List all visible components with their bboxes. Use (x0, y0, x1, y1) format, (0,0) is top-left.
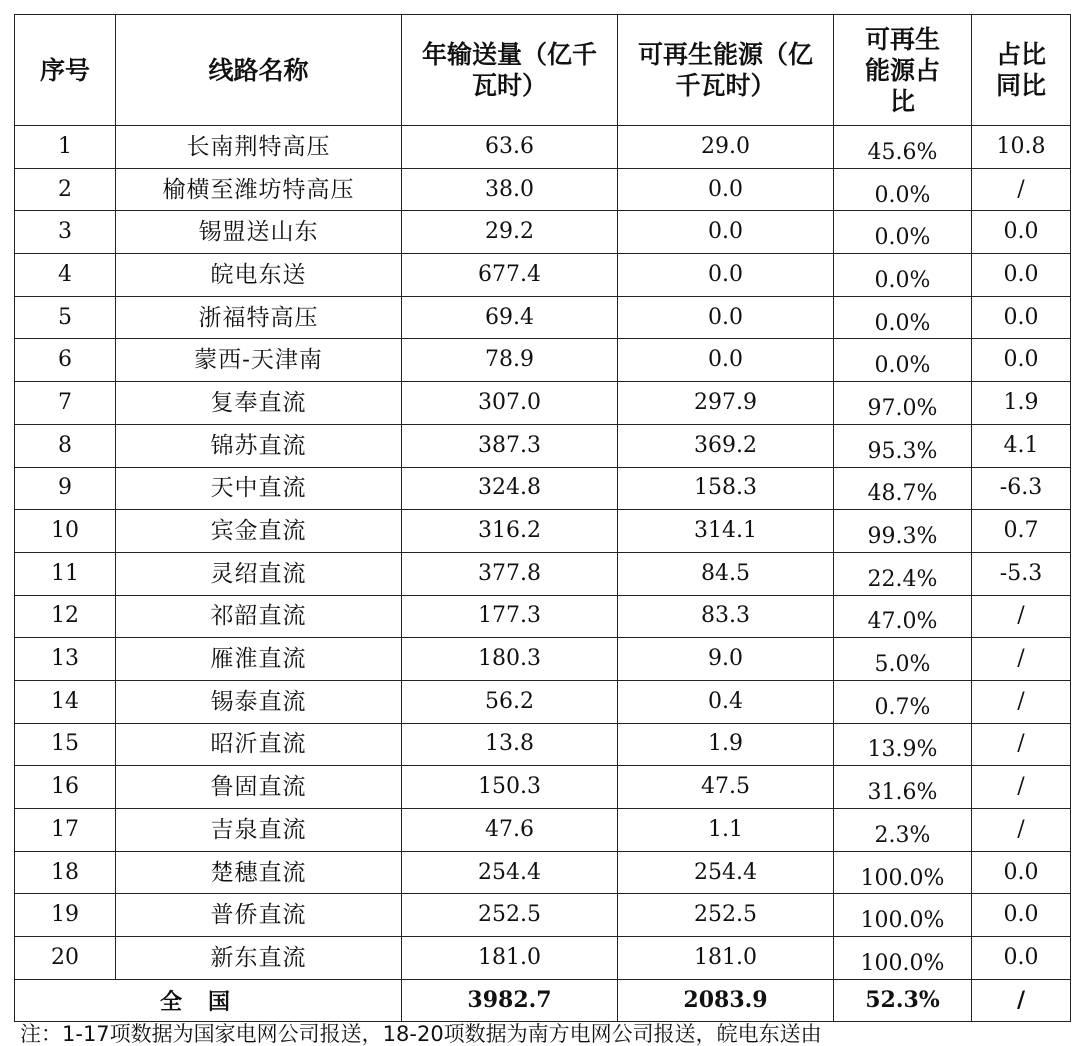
cell-line-name: 鲁固直流 (116, 766, 402, 809)
cell-ratio (834, 126, 972, 169)
cell-ratio (834, 296, 972, 339)
header-annual-transmission (402, 15, 618, 126)
cell-renewable: 0.0 (618, 254, 834, 297)
cell-index: 16 (15, 766, 116, 809)
table-row (15, 126, 1071, 169)
cell-ratio-text: 31.6% (867, 780, 938, 806)
table-row (15, 552, 1071, 595)
cell-renewable: 84.5 (618, 552, 834, 595)
cell-ratio-text: 0.0% (874, 353, 931, 379)
cell-index: 17 (15, 809, 116, 852)
header-annual-transmission-text: 年输送量（亿千瓦时） (421, 40, 597, 100)
cell-renewable: 1.1 (618, 809, 834, 852)
cell-ratio-text: 48.7% (867, 481, 938, 507)
total-ratio: 52.3% (834, 979, 972, 1021)
cell-renewable: 254.4 (618, 851, 834, 894)
header-line-name: 线路名称 (116, 15, 402, 126)
table-total-row (15, 979, 1071, 1021)
cell-ratio-text: 0.7% (874, 694, 931, 720)
cell-yoy: 10.8 (972, 126, 1071, 169)
cell-index: 8 (15, 424, 116, 467)
table-row (15, 766, 1071, 809)
cell-line-name: 普侨直流 (116, 894, 402, 937)
cell-yoy: 0.0 (972, 339, 1071, 382)
cell-ratio (834, 937, 972, 980)
cell-renewable: 83.3 (618, 595, 834, 638)
cell-yoy: / (972, 680, 1071, 723)
cell-line-name: 锡泰直流 (116, 680, 402, 723)
cell-ratio-text: 5.0% (874, 652, 931, 678)
cell-renewable: 0.0 (618, 296, 834, 339)
header-renewable-energy (618, 15, 834, 126)
cell-yoy: 0.0 (972, 851, 1071, 894)
cell-annual: 56.2 (402, 680, 618, 723)
cell-renewable: 0.4 (618, 680, 834, 723)
cell-annual: 38.0 (402, 168, 618, 211)
cell-annual: 316.2 (402, 510, 618, 553)
cell-ratio-text: 13.9% (867, 737, 938, 763)
table-row (15, 296, 1071, 339)
cell-ratio (834, 510, 972, 553)
table-row (15, 894, 1071, 937)
cell-renewable: 0.0 (618, 211, 834, 254)
cell-annual: 13.8 (402, 723, 618, 766)
cell-annual: 181.0 (402, 937, 618, 980)
cell-index: 20 (15, 937, 116, 980)
total-renewable: 2083.9 (618, 979, 834, 1021)
cell-ratio-text: 22.4% (867, 566, 938, 592)
cell-line-name: 复奉直流 (116, 382, 402, 425)
cell-line-name: 灵绍直流 (116, 552, 402, 595)
cell-annual: 47.6 (402, 809, 618, 852)
cell-renewable: 314.1 (618, 510, 834, 553)
header-renewable-share-text: 可再生能源占比 (864, 24, 940, 116)
cell-ratio (834, 552, 972, 595)
table-body (15, 126, 1071, 980)
cell-yoy: / (972, 168, 1071, 211)
table-header-row (15, 15, 1071, 126)
cell-renewable: 0.0 (618, 168, 834, 211)
table-row (15, 254, 1071, 297)
cell-annual: 324.8 (402, 467, 618, 510)
total-yoy: / (972, 979, 1071, 1021)
cell-ratio (834, 254, 972, 297)
table-row (15, 680, 1071, 723)
cell-yoy: -6.3 (972, 467, 1071, 510)
cell-index: 13 (15, 638, 116, 681)
table-row (15, 595, 1071, 638)
cell-annual: 150.3 (402, 766, 618, 809)
header-renewable-energy-text: 可再生能源（亿千瓦时） (637, 40, 813, 100)
cell-index: 2 (15, 168, 116, 211)
cell-annual: 677.4 (402, 254, 618, 297)
table-row (15, 510, 1071, 553)
table-row (15, 937, 1071, 980)
cell-line-name: 长南荆特高压 (116, 126, 402, 169)
cell-index: 11 (15, 552, 116, 595)
cell-renewable: 29.0 (618, 126, 834, 169)
table-row (15, 851, 1071, 894)
cell-renewable: 1.9 (618, 723, 834, 766)
cell-yoy: 4.1 (972, 424, 1071, 467)
cell-ratio (834, 851, 972, 894)
cell-ratio-text: 45.6% (867, 139, 938, 165)
cell-ratio-text: 2.3% (874, 822, 931, 848)
cell-renewable: 158.3 (618, 467, 834, 510)
cell-ratio-text: 0.0% (874, 182, 931, 208)
transmission-lines-table (14, 14, 1071, 1022)
table-row (15, 382, 1071, 425)
cell-yoy: -5.3 (972, 552, 1071, 595)
cell-yoy: 0.0 (972, 296, 1071, 339)
cell-renewable: 0.0 (618, 339, 834, 382)
cell-index: 12 (15, 595, 116, 638)
cell-yoy: / (972, 723, 1071, 766)
cell-ratio (834, 595, 972, 638)
cell-annual: 180.3 (402, 638, 618, 681)
table-row (15, 467, 1071, 510)
cell-yoy: 0.0 (972, 211, 1071, 254)
cell-annual: 307.0 (402, 382, 618, 425)
cell-renewable: 181.0 (618, 937, 834, 980)
cell-ratio (834, 424, 972, 467)
cell-line-name: 皖电东送 (116, 254, 402, 297)
table-footnote: 注：1-17项数据为国家电网公司报送，18-20项数据为南方电网公司报送，皖电东送由 (20, 1022, 822, 1046)
cell-ratio (834, 766, 972, 809)
header-renewable-share (834, 15, 972, 126)
cell-index: 5 (15, 296, 116, 339)
cell-ratio-text: 97.0% (867, 395, 938, 421)
cell-index: 3 (15, 211, 116, 254)
cell-line-name: 雁淮直流 (116, 638, 402, 681)
cell-annual: 69.4 (402, 296, 618, 339)
cell-line-name: 楚穗直流 (116, 851, 402, 894)
cell-ratio-text: 100.0% (860, 865, 945, 891)
cell-index: 19 (15, 894, 116, 937)
cell-line-name: 锡盟送山东 (116, 211, 402, 254)
cell-ratio-text: 0.0% (874, 267, 931, 293)
cell-line-name: 祁韶直流 (116, 595, 402, 638)
cell-renewable: 9.0 (618, 638, 834, 681)
cell-ratio (834, 723, 972, 766)
header-share-yoy (972, 15, 1071, 126)
cell-ratio (834, 894, 972, 937)
cell-ratio-text: 99.3% (867, 524, 938, 550)
cell-renewable: 47.5 (618, 766, 834, 809)
table-row (15, 168, 1071, 211)
cell-ratio-text: 0.0% (874, 310, 931, 336)
table-row (15, 638, 1071, 681)
total-annual: 3982.7 (402, 979, 618, 1021)
table-row (15, 809, 1071, 852)
table-row (15, 723, 1071, 766)
cell-yoy: 0.0 (972, 894, 1071, 937)
cell-index: 9 (15, 467, 116, 510)
cell-index: 10 (15, 510, 116, 553)
table-row (15, 339, 1071, 382)
cell-line-name: 锦苏直流 (116, 424, 402, 467)
table-row (15, 211, 1071, 254)
cell-yoy: 1.9 (972, 382, 1071, 425)
cell-annual: 78.9 (402, 339, 618, 382)
cell-line-name: 吉泉直流 (116, 809, 402, 852)
cell-ratio (834, 382, 972, 425)
cell-ratio-text: 100.0% (860, 908, 945, 934)
cell-index: 15 (15, 723, 116, 766)
cell-yoy: 0.0 (972, 254, 1071, 297)
table-row (15, 424, 1071, 467)
cell-index: 18 (15, 851, 116, 894)
cell-ratio (834, 638, 972, 681)
cell-annual: 177.3 (402, 595, 618, 638)
transmission-table-container (14, 14, 1070, 1022)
cell-yoy: 0.0 (972, 937, 1071, 980)
cell-line-name: 榆横至潍坊特高压 (116, 168, 402, 211)
total-label: 全国 (15, 979, 402, 1021)
cell-yoy: / (972, 809, 1071, 852)
cell-ratio (834, 211, 972, 254)
cell-annual: 29.2 (402, 211, 618, 254)
cell-line-name: 蒙西-天津南 (116, 339, 402, 382)
cell-line-name: 昭沂直流 (116, 723, 402, 766)
cell-yoy: 0.7 (972, 510, 1071, 553)
cell-renewable: 369.2 (618, 424, 834, 467)
cell-yoy: / (972, 766, 1071, 809)
cell-index: 7 (15, 382, 116, 425)
cell-annual: 63.6 (402, 126, 618, 169)
cell-index: 4 (15, 254, 116, 297)
cell-ratio-text: 95.3% (867, 438, 938, 464)
cell-annual: 254.4 (402, 851, 618, 894)
cell-ratio-text: 100.0% (860, 950, 945, 976)
cell-ratio (834, 168, 972, 211)
cell-index: 1 (15, 126, 116, 169)
cell-annual: 387.3 (402, 424, 618, 467)
cell-line-name: 宾金直流 (116, 510, 402, 553)
cell-ratio-text: 0.0% (874, 225, 931, 251)
cell-ratio (834, 680, 972, 723)
cell-ratio (834, 467, 972, 510)
cell-line-name: 浙福特高压 (116, 296, 402, 339)
cell-annual: 377.8 (402, 552, 618, 595)
header-index: 序号 (15, 15, 116, 126)
cell-ratio (834, 809, 972, 852)
cell-ratio-text: 47.0% (867, 609, 938, 635)
cell-line-name: 天中直流 (116, 467, 402, 510)
cell-line-name: 新东直流 (116, 937, 402, 980)
cell-renewable: 252.5 (618, 894, 834, 937)
cell-annual: 252.5 (402, 894, 618, 937)
cell-yoy: / (972, 638, 1071, 681)
cell-renewable: 297.9 (618, 382, 834, 425)
cell-yoy: / (972, 595, 1071, 638)
cell-index: 6 (15, 339, 116, 382)
cell-index: 14 (15, 680, 116, 723)
header-share-yoy-text: 占比同比 (995, 40, 1046, 100)
cell-ratio (834, 339, 972, 382)
